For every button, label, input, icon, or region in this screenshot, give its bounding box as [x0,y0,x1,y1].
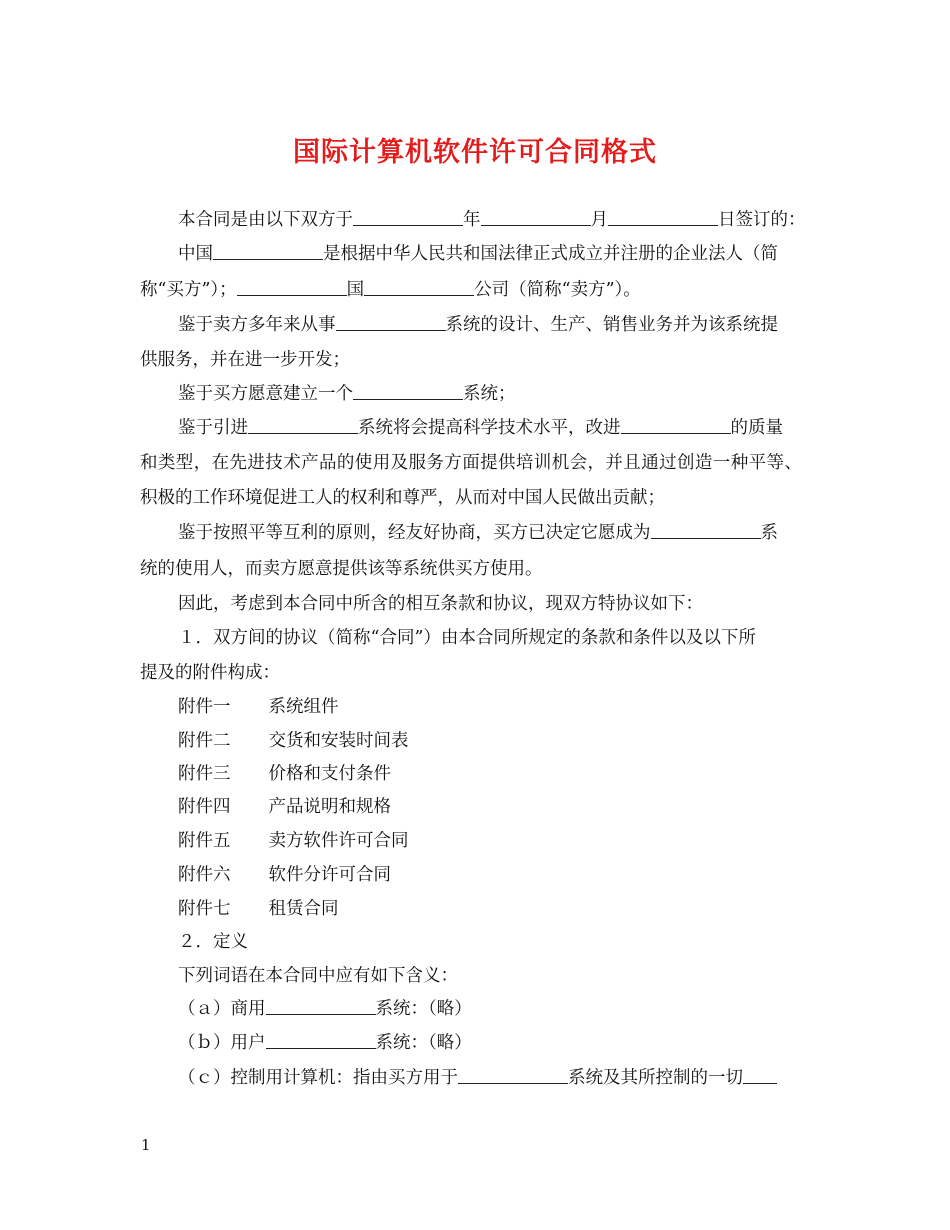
blank-commercial-system[interactable] [266,998,376,1015]
paragraph-whereas-1 [178,313,778,337]
annex-item [178,897,339,921]
text: （ｃ）控制用计算机：指由买方用于 [178,1068,458,1088]
paragraph-parties [178,242,778,266]
blank-buyer[interactable] [213,243,323,260]
text: （ｂ）用户 [178,1033,266,1053]
text: 中国 [178,244,213,264]
annex-item [178,795,391,819]
text: 系统及其所控制的一切 [568,1068,743,1088]
annex-number: 附件一 [178,697,231,717]
text: 鉴于按照平等互利的原则，经友好协商，买方已决定它愿成为 [178,523,651,543]
text: 系统：（略） [375,1033,472,1053]
text: 是根据中华人民共和国法律正式成立并注册的企业法人（简 [323,244,778,264]
paragraph-whereas-2 [178,382,516,406]
definition-c [178,1066,777,1090]
blank-system[interactable] [353,383,463,400]
blank-user-system[interactable] [266,1032,376,1049]
definitions-intro: 下列词语在本合同中应有如下含义： [178,966,458,986]
text: 的质量 [730,418,783,438]
annex-name: 价格和支付条件 [268,764,391,784]
annex-number: 附件二 [178,731,231,751]
blank-system[interactable] [336,314,446,331]
text: 系统； [463,384,516,404]
text: 鉴于卖方多年来从事 [178,315,336,335]
text: 称“买方”）； [140,280,237,300]
annex-item [178,829,409,853]
page-number: 1 [141,1136,151,1154]
paragraph-date [178,208,806,232]
annex-name: 租赁合同 [268,899,339,919]
annex-item [178,762,391,786]
paragraph-whereas-3 [178,416,783,440]
annex-number: 附件六 [178,865,231,885]
definition-b [178,1031,472,1055]
annex-number: 附件三 [178,764,231,784]
clause-2-heading: ２．定义 [178,932,248,952]
blank-system[interactable] [248,417,358,434]
text: 本合同是由以下双方于 [178,210,353,230]
annex-item [178,863,391,887]
annex-name: 交货和安装时间表 [268,731,409,751]
text: 鉴于买方愿意建立一个 [178,384,353,404]
annex-name: 软件分许可合同 [268,865,391,885]
blank-year[interactable] [353,209,463,226]
blank-seller-company[interactable] [364,279,474,296]
blank-seller-country[interactable] [237,279,347,296]
blank-month[interactable] [481,209,591,226]
blank-product[interactable] [621,417,731,434]
blank-trailing[interactable] [743,1067,777,1084]
paragraph-whereas-4-cont: 统的使用人，而卖方愿意提供该等系统供买方使用。 [140,559,543,579]
text: 系 [760,523,778,543]
text: 国 [346,280,365,300]
text: 鉴于引进 [178,418,248,438]
annex-number: 附件五 [178,831,231,851]
clause-1-cont: 提及的附件构成： [140,663,280,683]
text: 系统将会提高科学技术水平，改进 [358,418,621,438]
annex-item [178,695,339,719]
paragraph-whereas-3-cont2: 积极的工作环境促进工人的权利和尊严，从而对中国人民做出贡献； [140,488,665,508]
blank-system[interactable] [651,522,761,539]
blank-day[interactable] [608,209,718,226]
blank-system[interactable] [458,1067,568,1084]
text: （ａ）商用 [178,999,266,1019]
annex-name: 系统组件 [268,697,339,717]
paragraph-whereas-1-cont: 供服务，并在进一步开发； [140,350,350,370]
text: 系统的设计、生产、销售业务并为该系统提 [445,315,778,335]
clause-1: １．双方间的协议（简称“合同”）由本合同所规定的条款和条件以及以下所 [178,628,756,648]
paragraph-parties-cont [140,278,641,302]
text: 日签订的： [718,210,806,230]
text: 系统：（略） [375,999,472,1019]
text: 年 [463,210,481,230]
annex-name: 卖方软件许可合同 [268,831,409,851]
document-title: 国际计算机软件许可合同格式 [293,137,657,168]
definition-a [178,997,472,1021]
annex-number: 附件七 [178,899,231,919]
annex-name: 产品说明和规格 [268,797,391,817]
annex-number: 附件四 [178,797,231,817]
paragraph-therefore: 因此，考虑到本合同中所含的相互条款和协议，现双方特协议如下： [178,594,703,614]
text: 公司（简称“卖方”）。 [474,280,641,300]
annex-item [178,729,409,753]
paragraph-whereas-4 [178,521,778,545]
paragraph-whereas-3-cont: 和类型，在先进技术产品的使用及服务方面提供培训机会，并且通过创造一种平等、 [140,453,803,473]
text: 月 [590,210,608,230]
